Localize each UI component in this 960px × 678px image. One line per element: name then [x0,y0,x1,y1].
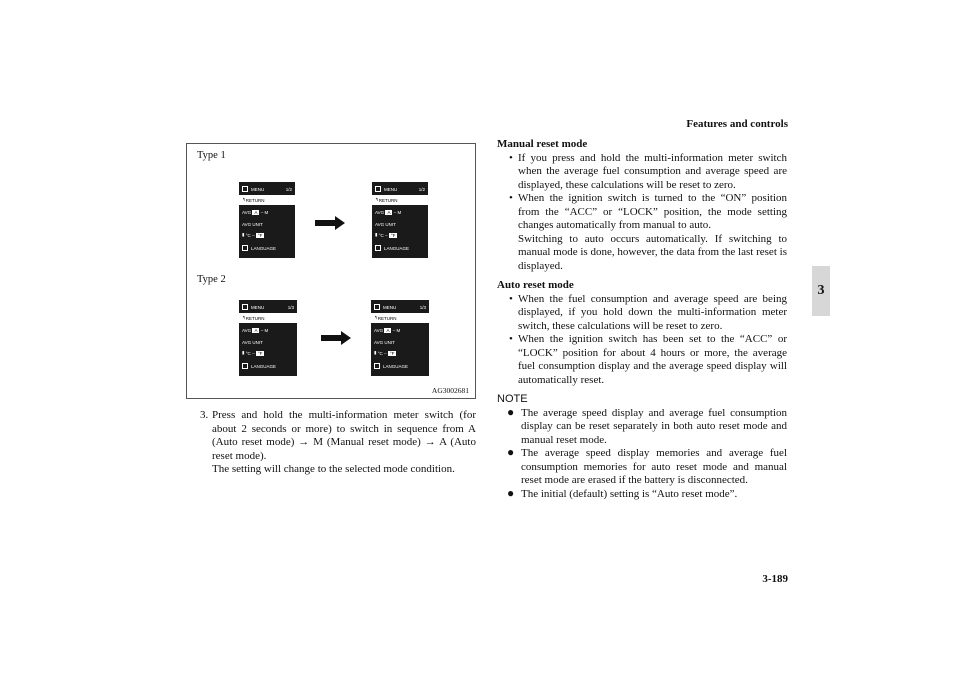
type2-screen-after [371,300,429,376]
fahrenheit-option: °F [389,350,395,356]
menu-icon [375,186,381,192]
step-text-2: The setting will change to the selected mode condition. [212,463,455,475]
figure-frame [186,143,476,399]
avg-label: AVG [242,209,252,215]
right-column [497,138,787,507]
avg-unit-label: AVG UNIT [374,339,395,345]
return-icon: ↰ [242,315,246,320]
type1-screen-after [372,182,428,258]
fahrenheit-option: °F [257,350,263,356]
type2-screen-before [239,300,297,376]
menu-icon [374,304,380,310]
page-indicator: 1/3 [287,304,294,310]
language-icon [242,245,248,251]
avg-auto-option: A [254,209,258,215]
list-item: • When the ignition switch is turned to the “ON” position from the “ACC” or “LOCK” position, the mode setting changes automatically from manual to auto. Switching to auto occurs automatically. If switching to manual mode is done, however, the data from the last reset is displayed. [509,192,787,272]
menu-label: MENU [384,186,398,192]
auto-reset-list [497,293,787,388]
page-number: 3-189 [762,573,788,585]
return-icon: ↰ [242,197,246,202]
list-item: • When the fuel consumption and average speed are being displayed, if you hold down the multi-information meter switch, these calculations will be reset to zero. [509,292,787,332]
right-arrow-icon [315,216,345,230]
language-label: LANGUAGE [383,363,409,369]
thermometer-icon: ▮ [375,232,379,237]
avg-label: AVG [375,209,385,215]
avg-unit-label: AVG UNIT [242,221,263,227]
menu-label: MENU [383,304,397,310]
avg-unit-label: AVG UNIT [242,339,263,345]
unit-dash: – [384,350,387,356]
page-indicator: 1/3 [419,304,426,310]
manual-reset-heading: Manual reset mode [497,138,588,150]
list-item: • When the ignition switch has been set to the “ACC” or “LOCK” position for about 4 hours or more, the average fuel consumption display and the average speed display will automatically reset. [509,333,787,386]
return-icon: ↰ [374,315,378,320]
avg-manual-option: M [264,209,269,215]
celsius-option: °C [245,232,251,238]
note-heading: NOTE [497,393,528,405]
avg-unit-label: AVG UNIT [375,221,396,227]
avg-manual-option: M [264,327,269,333]
avg-label: AVG [374,327,384,333]
right-arrow-icon [321,331,351,345]
avg-dash: – [260,209,264,215]
step-number: 3. [200,409,209,421]
language-label: LANGUAGE [251,363,277,369]
note-item: ● The average speed display and average fuel consumption display can be reset separately in both auto reset mode and manual reset mode. [507,404,787,446]
thermometer-icon: ▮ [242,350,246,355]
step-3 [200,409,476,477]
fahrenheit-option: °F [257,232,263,238]
language-label: LANGUAGE [384,245,410,251]
avg-auto-option: A [386,327,390,333]
avg-dash: – [260,327,264,333]
running-header: Features and controls [686,118,788,130]
fahrenheit-option: °F [390,232,396,238]
unit-dash: – [252,232,255,238]
avg-auto-option: A [254,327,258,333]
language-icon [242,363,248,369]
avg-dash: – [393,209,397,215]
return-icon: ↰ [375,197,379,202]
list-item-continuation: Switching to auto occurs automatically. If switching to manual mode is done, however, the data from the last reset is displayed. [518,232,787,272]
language-icon [375,245,381,251]
return-label: RETURN [377,315,397,321]
note-list [497,404,787,502]
unit-dash: – [252,350,255,356]
avg-label: AVG [242,327,252,333]
thermometer-icon: ▮ [242,232,246,237]
avg-auto-option: A [387,209,391,215]
language-label: LANGUAGE [251,245,277,251]
step-text: Press and hold the multi-information meter switch (for about 2 seconds or more) to switch in sequence from A (Auto reset mode) → M (Manual reset mode) → A (Auto reset mode). [212,409,476,462]
return-label: RETURN [245,315,265,321]
auto-reset-heading: Auto reset mode [497,279,574,291]
avg-manual-option: M [396,327,401,333]
unit-dash: – [385,232,388,238]
avg-dash: – [392,327,396,333]
return-label: RETURN [378,197,398,203]
menu-icon [242,186,248,192]
page-indicator: 1/2 [285,186,292,192]
note-item: ● The average speed display memories and average fuel consumption memories for auto reset mode and manual reset mode are erased if the battery is disconnected. [507,445,787,486]
avg-manual-option: M [397,209,402,215]
return-label: RETURN [245,197,265,203]
celsius-option: °C [378,232,384,238]
menu-label: MENU [251,186,265,192]
celsius-option: °C [245,350,251,356]
page-indicator: 1/2 [418,186,425,192]
note-item: ● The initial (default) setting is “Auto reset mode”. [507,485,738,500]
menu-icon [242,304,248,310]
figure-id: AG3002681 [431,386,469,395]
manual-reset-list [497,152,787,274]
menu-label: MENU [251,304,265,310]
type1-label: Type 1 [197,150,226,161]
chapter-tab: 3 [812,266,830,316]
thermometer-icon: ▮ [374,350,378,355]
type2-label: Type 2 [197,274,226,285]
list-item: • If you press and hold the multi-information meter switch when the average fuel consumption and average speed are displayed, these calculations will be reset to zero. [509,151,787,191]
language-icon [374,363,380,369]
type1-screen-before [239,182,295,258]
celsius-option: °C [377,350,383,356]
